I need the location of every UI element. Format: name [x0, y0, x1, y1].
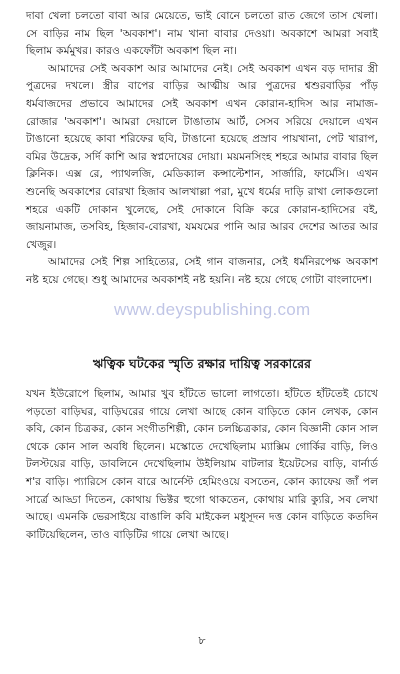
- chapter-heading: ঋত্বিক ঘটকের স্মৃতি রক্ষার দায়িত্ব সরকারের: [92, 356, 312, 371]
- paragraph-4: যখন ইউরোপে ছিলাম, আমার খুব হাঁটতে ভালো লাগতো। হাঁটতে হাঁটতেই চোখে পড়তো বাড়িঘর, বাড়িঘরের গায়ে লেখা আছে কোন বাড়িতে কোন লেখক, কোন কবি, কোন চিত্রকর, কোন সংগীতশিল্পী, কোন চলচ্চিত্রকার, কোন বিজ্ঞানী কোন সাল থেকে কোন সাল অবধি ছিলেন। মস্কোতে দেখেছিলাম ম্যাক্সিম গোর্কির বাড়ি, লিও টলস্টয়ের বাড়ি, ডাবলিনে দেখেছিলাম উইলিয়াম বাটলার ইয়েটসের বাড়ি, বার্নার্ড শ'র বাড়ি। প্যারিসে কোন বারে আর্নেস্ট হেমিংওয়ে বসতেন, কোন ক্যাফেয় জাঁ পল সার্ত্রে আড্ডা দিতেন, কোথায় ভিক্টর হুগো থাকতেন, কোথায় মারি ক্যুরি, সব লেখা আছে। এমনকি ভেরসাইয়ে বাঙালি কবি মাইকেল মধুসূদন দত্ত কোন বাড়িতে কতদিন কাটিয়েছিলেন, তাও বাড়িটির গায়ে লেখা আছে।: [26, 388, 378, 541]
- paragraph-3: আমাদের সেই শিল্প সাহিত্যের, সেই গান বাজনার, সেই ধর্মনিরপেক্ষ অবকাশ নষ্ট হয়ে গেছে। শুধু আমাদের অবকাশই নষ্ট হয়নি। নষ্ট হয়ে গেছে গোটা বাংলাদেশ।: [26, 256, 378, 286]
- paragraph-2: আমাদের সেই অবকাশ আর আমাদের নেই। সেই অবকাশ এখন বড় দাদার স্ত্রী পুত্রদের দখলে। স্ত্রীর বাপের বাড়ির আত্মীয় আর পুত্রদের শ্বশুরবাড়ির পাঁড় ধর্মবাজদের প্রভাবে আমাদের সেই অবকাশ এখন কোরান-হাদিস আর নামাজ-রোজার 'অবকাশ'। আমরা দেয়ালে টাঙাতাম আর্ট, সেসব সরিয়ে দেয়ালে এখন টাঙানো হয়েছে কাবা শরিফের ছবি, টাঙানো হয়েছে প্রস্রাব পায়খানা, পেট খারাপ, বমির উদ্রেক, সর্দি কাশি আর স্বপ্নদোষের দোয়া। ময়মনসিংহ শহরে আমার বাবার ছিল ক্লিনিক। এক্স রে, প্যাথলজি, মেডিক্যাল কন্সাল্টেশান, সার্জারি, ফার্মেসি। এখন শুনেছি অবকাশের বোরখা হিজাব আলখাল্লা পরা, মুখে ধর্মের দাড়ি রাখা লোকগুলো শহরে একটি দোকান খুলেছে, সেই দোকানে বিক্রি করে কোরান-হাদিসের বই, জায়নামাজ, তসবিহ, হিজাব-বোরখা, যমযমের পানি আর আরব দেশের আতর আর খেজুর।: [26, 62, 378, 251]
- publisher-watermark: www.deyspublishing.com: [114, 300, 311, 319]
- paragraph-1: দাবা খেলা চলতো বাবা আর মেয়েতে, ভাই বোনে চলতো রাত জেগে তাস খেলা। সে বাড়ির নাম ছিল 'অবকাশ'। নাম খানা বাবার দেওয়া। অবকাশে আমরা সবাই ছিলাম কর্মমুখর। কারও একফোঁটা অবকাশ ছিল না।: [26, 10, 378, 58]
- text-section-bottom: [26, 386, 378, 544]
- page-number: ৮: [198, 634, 206, 647]
- text-section-top: [26, 8, 378, 290]
- book-page: [26, 8, 378, 668]
